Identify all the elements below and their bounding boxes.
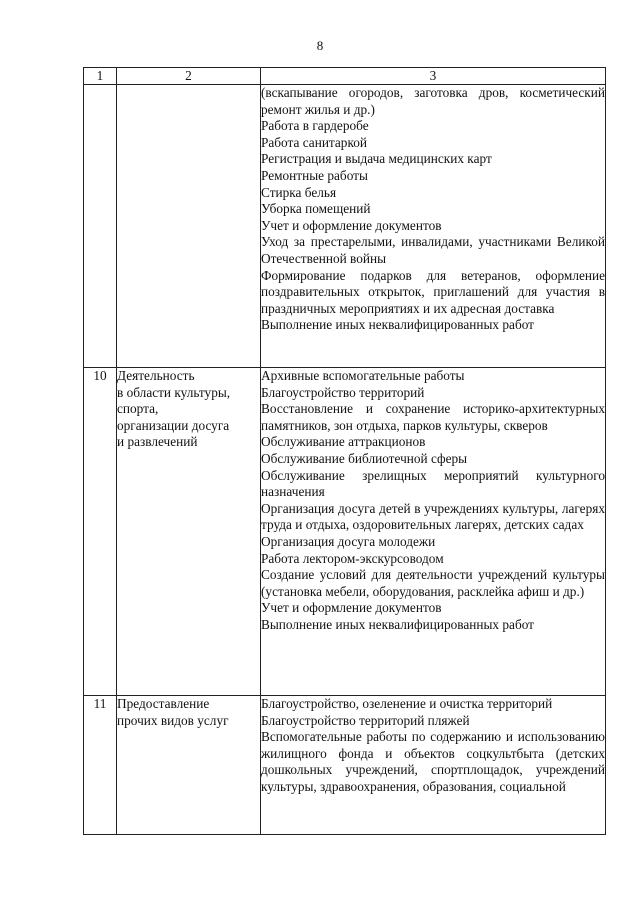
work-item: Учет и оформление документов [261,600,442,616]
work-item: Благоустройство территорий [261,384,425,400]
activity-name [117,85,261,368]
activity-name-line: Деятельность [117,368,195,383]
activity-name [117,696,261,835]
row-number: 10 [84,368,117,696]
work-item: Благоустройство, озеленение и очистка территорий [261,696,553,711]
row-number [84,85,117,368]
table-row-11 [84,696,606,835]
work-types [261,696,606,835]
work-item: Регистрация и выдача медицинских карт [261,151,492,167]
page-number: 8 [316,38,324,53]
table-row-continued [84,85,606,368]
work-item: Ремонтные работы [261,167,368,183]
work-item: Вспомогательные работы по содержанию и использованию жилищного фонда и объектов соцкультбыта (детских дошкольных учреждений, спортплощадок, учреждений культуры, здравоохранения, образования, социальной [261,729,605,794]
work-item: Организация досуга молодежи [261,533,436,549]
work-item: Уборка помещений [261,201,371,217]
column-header-3: 3 [261,68,606,85]
column-header-2: 2 [117,68,261,85]
activity-name-line: в области культуры, [117,384,231,400]
work-item: Благоустройство территорий пляжей [261,712,470,728]
table-header-row [84,68,606,85]
work-item: (вскапывание огородов, заготовка дров, косметический ремонт жилья и др.) [261,85,605,117]
work-item: Формирование подарков для ветеранов, оформление поздравительных открыток, приглашений для участия в праздничных мероприятиях и их адресная доставка [261,267,605,316]
row-number: 11 [84,696,117,835]
work-item: Обслуживание зрелищных мероприятий культурного назначения [261,467,605,500]
work-item: Работа санитаркой [261,134,368,150]
work-item: Выполнение иных неквалифицированных работ [261,616,534,632]
table-row-10 [84,368,606,696]
activity-table [83,67,606,835]
activity-name-line: прочих видов услуг [117,712,229,728]
work-item: Уход за престарелыми, инвалидами, участниками Великой Отечественной войны [261,234,605,266]
work-item: Обслуживание библиотечной сферы [261,450,468,466]
activity-name-line: Предоставление [117,696,210,711]
work-item: Стирка белья [261,184,337,200]
activity-name-line: спорта, [117,401,159,417]
work-item: Организация досуга детей в учреждениях культуры, лагерях труда и отдыха, оздоровительных лагерях, детских садах [261,500,605,533]
work-types [261,85,606,368]
activity-name-line: организации досуга [117,417,230,433]
work-item: Выполнение иных неквалифицированных работ [261,317,534,333]
work-item: Учет и оформление документов [261,217,442,233]
work-item: Работа в гардеробе [261,118,369,134]
work-item: Обслуживание аттракционов [261,434,426,450]
work-item: Восстановление и сохранение историко-архитектурных памятников, зон отдыха, парков культуры, скверов [261,401,605,433]
activity-name [117,368,261,696]
column-header-1: 1 [84,68,117,85]
work-item: Работа лектором-экскурсоводом [261,550,444,566]
activity-name-line: и развлечений [117,434,198,450]
work-types [261,368,606,696]
work-item: Архивные вспомогательные работы [261,368,465,383]
work-item: Создание условий для деятельности учреждений культуры (установка мебели, оборудования, расклейка афиш и др.) [261,567,605,599]
